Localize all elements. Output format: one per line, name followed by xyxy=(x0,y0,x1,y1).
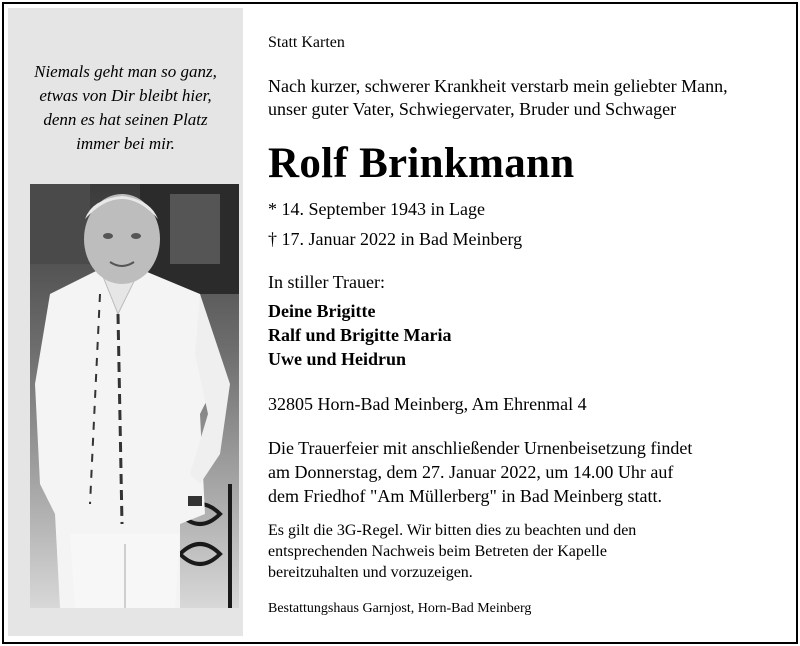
intro-text: Statt Karten xyxy=(268,34,345,51)
mourner: Ralf und Brigitte Maria xyxy=(268,325,452,345)
quote-line: denn es hat seinen Platz xyxy=(43,110,208,129)
funeral-info-line: am Donnerstag, dem 27. Januar 2022, um 14.00 Uhr auf xyxy=(268,462,674,482)
mourning-label: In stiller Trauer: xyxy=(268,272,385,292)
announcement-line: Nach kurzer, schwerer Krankheit verstarb mein geliebter Mann, xyxy=(268,76,728,96)
covid-notice-line: Es gilt die 3G-Regel. Wir bitten dies zu beachten und den xyxy=(268,522,637,539)
address: 32805 Horn-Bad Meinberg, Am Ehrenmal 4 xyxy=(268,394,587,414)
portrait-photo-image xyxy=(30,184,239,608)
covid-notice-line: entsprechenden Nachweis beim Betreten der Kapelle xyxy=(268,543,607,560)
undertaker: Bestattungshaus Garnjost, Horn-Bad Meinberg xyxy=(268,601,532,616)
mourner: Deine Brigitte xyxy=(268,301,376,321)
funeral-info-line: dem Friedhof "Am Müllerberg" in Bad Meinberg statt. xyxy=(268,486,662,506)
deceased-name: Rolf Brinkmann xyxy=(268,140,575,187)
birth-date: * 14. September 1943 in Lage xyxy=(268,199,485,219)
announcement-line: unser guter Vater, Schwiegervater, Bruder und Schwager xyxy=(268,99,677,119)
memorial-quote xyxy=(8,60,243,156)
mourner: Uwe und Heidrun xyxy=(268,349,407,369)
covid-notice-line: bereitzuhalten und vorzuzeigen. xyxy=(268,564,473,581)
portrait-photo xyxy=(30,184,239,608)
quote-line: etwas von Dir bleibt hier, xyxy=(39,86,212,105)
death-date: † 17. Januar 2022 in Bad Meinberg xyxy=(268,229,523,249)
quote-line: immer bei mir. xyxy=(76,134,175,153)
sidebar xyxy=(8,8,243,636)
quote-line: Niemals geht man so ganz, xyxy=(34,62,217,81)
funeral-info-line: Die Trauerfeier mit anschließender Urnenbeisetzung findet xyxy=(268,438,693,458)
